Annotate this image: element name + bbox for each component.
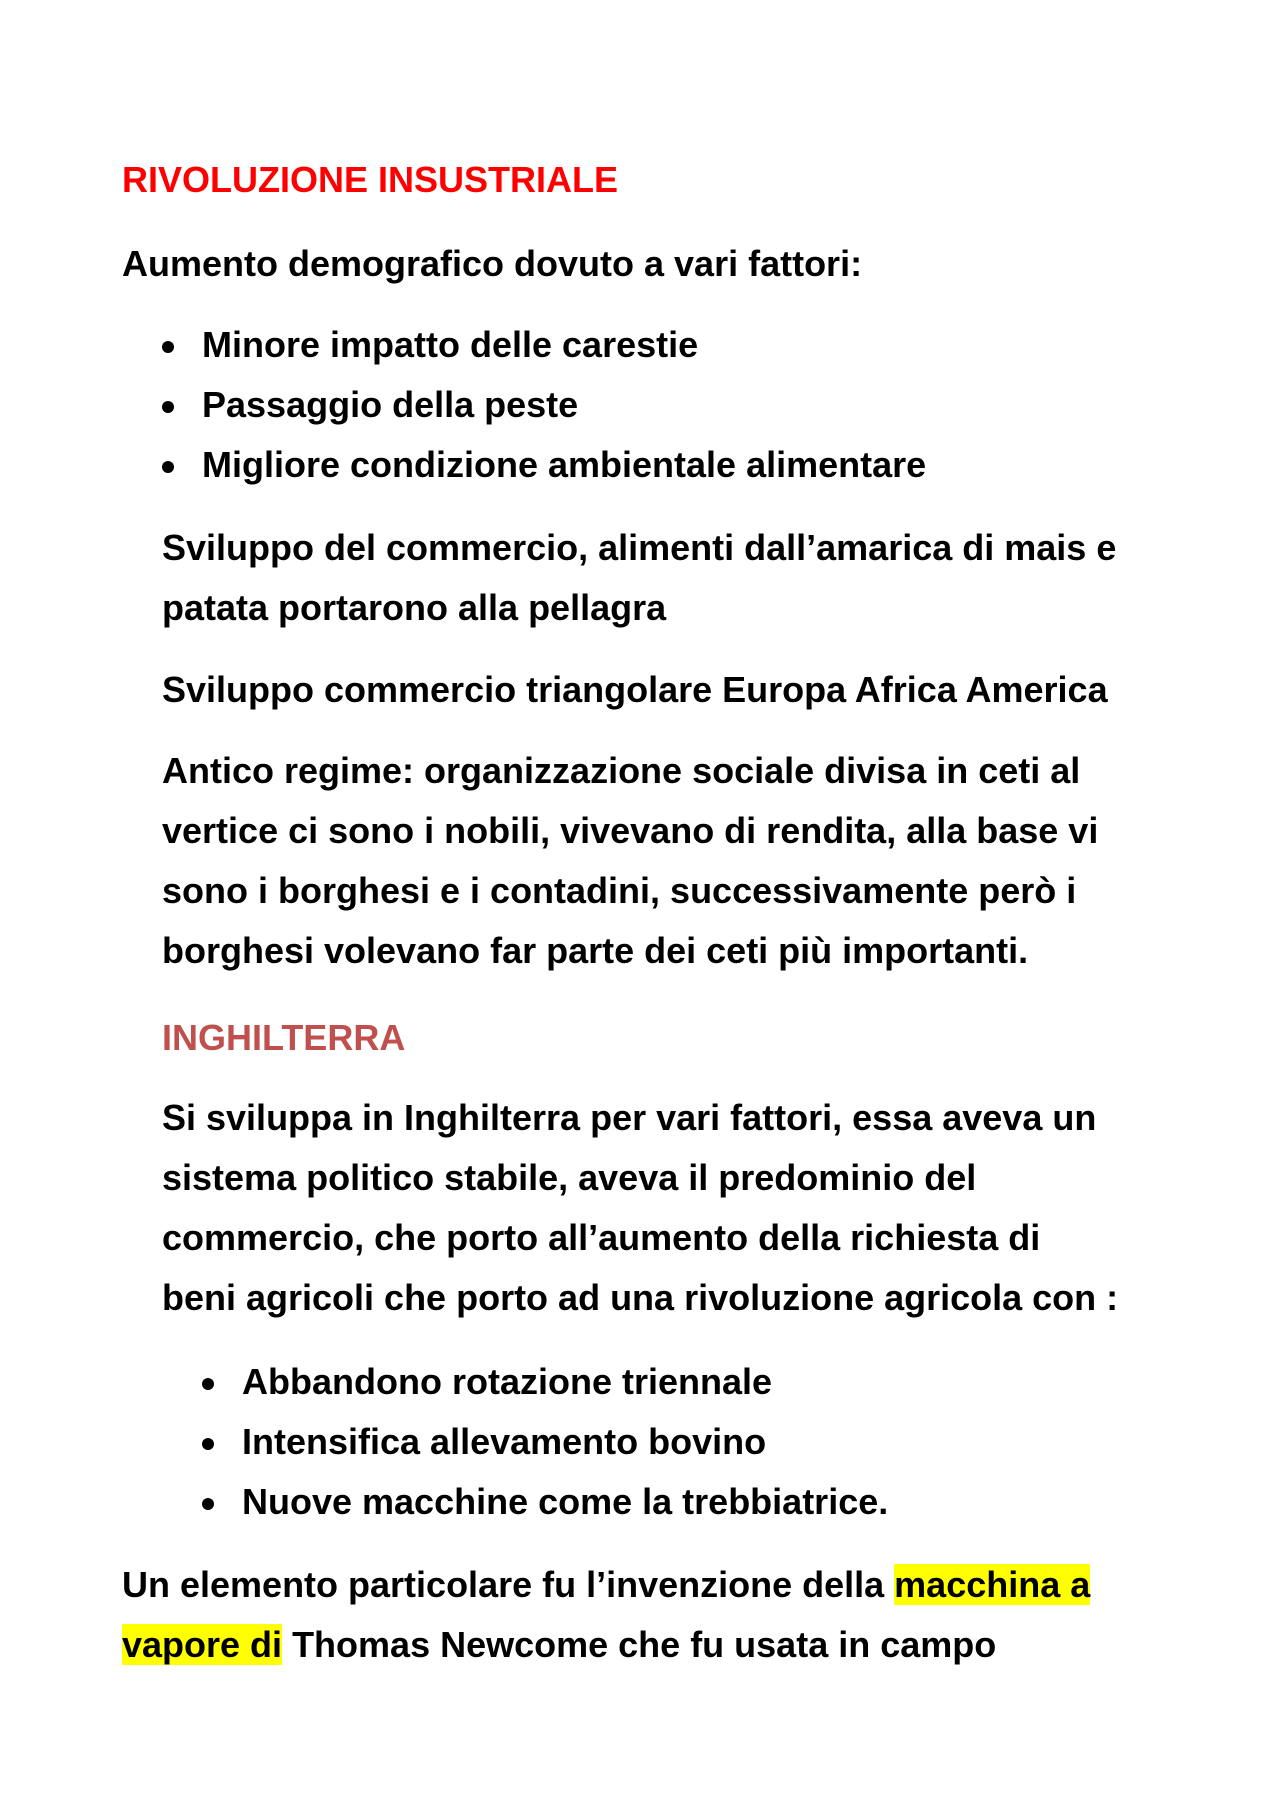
paragraph-line: commercio, che porto all’aumento della richiesta di [162,1217,1041,1258]
agriculture-list [202,1352,888,1532]
england-paragraph [162,1088,1118,1328]
paragraph-line: Antico regime: organizzazione sociale divisa in ceti al [162,750,1081,791]
list-item: Migliore condizione ambientale alimentare [162,435,926,495]
triangular-trade-paragraph: Sviluppo commercio triangolare Europa Africa America [162,669,1108,710]
commerce-paragraph [162,518,1116,638]
paragraph-line: beni agricoli che porto ad una rivoluzione agricola con : [162,1277,1119,1318]
document-title: RIVOLUZIONE INSUSTRIALE [122,159,619,200]
paragraph-line [122,1555,1090,1615]
steam-text-1: Un elemento particolare fu l’invenzione della [122,1564,895,1605]
steam-text-2: Thomas Newcome che fu usata in campo [282,1624,997,1665]
list-item: Nuove macchine come la trebbiatrice. [202,1472,888,1532]
steam-engine-paragraph [122,1555,1090,1675]
paragraph-line: vertice ci sono i nobili, vivevano di rendita, alla base vi [162,810,1099,851]
paragraph-line: sistema politico stabile, aveva il predominio del [162,1157,977,1198]
paragraph-line: Si sviluppa in Inghilterra per vari fattori, essa aveva un [162,1097,1097,1138]
ancien-regime-paragraph [162,741,1098,981]
list-item: Intensifica allevamento bovino [202,1412,888,1472]
list-item: Passaggio della peste [162,375,926,435]
paragraph-line: borghesi volevano far parte dei ceti più importanti. [162,930,1029,971]
paragraph-line: sono i borghesi e i contadini, successivamente però i [162,870,1077,911]
highlighted-text: macchina a [894,1564,1091,1605]
list-item: Abbandono rotazione triennale [202,1352,888,1412]
intro-paragraph: Aumento demografico dovuto a vari fattori: [122,243,863,284]
section-heading-england: INGHILTERRA [162,1017,406,1058]
list-item: Minore impatto delle carestie [162,315,926,375]
paragraph-line [122,1615,1090,1675]
paragraph-line: patata portarono alla pellagra [162,587,667,628]
paragraph-line: Sviluppo del commercio, alimenti dall’amarica di mais e [162,527,1117,568]
factors-list [162,315,926,495]
highlighted-text: vapore di [122,1624,283,1665]
